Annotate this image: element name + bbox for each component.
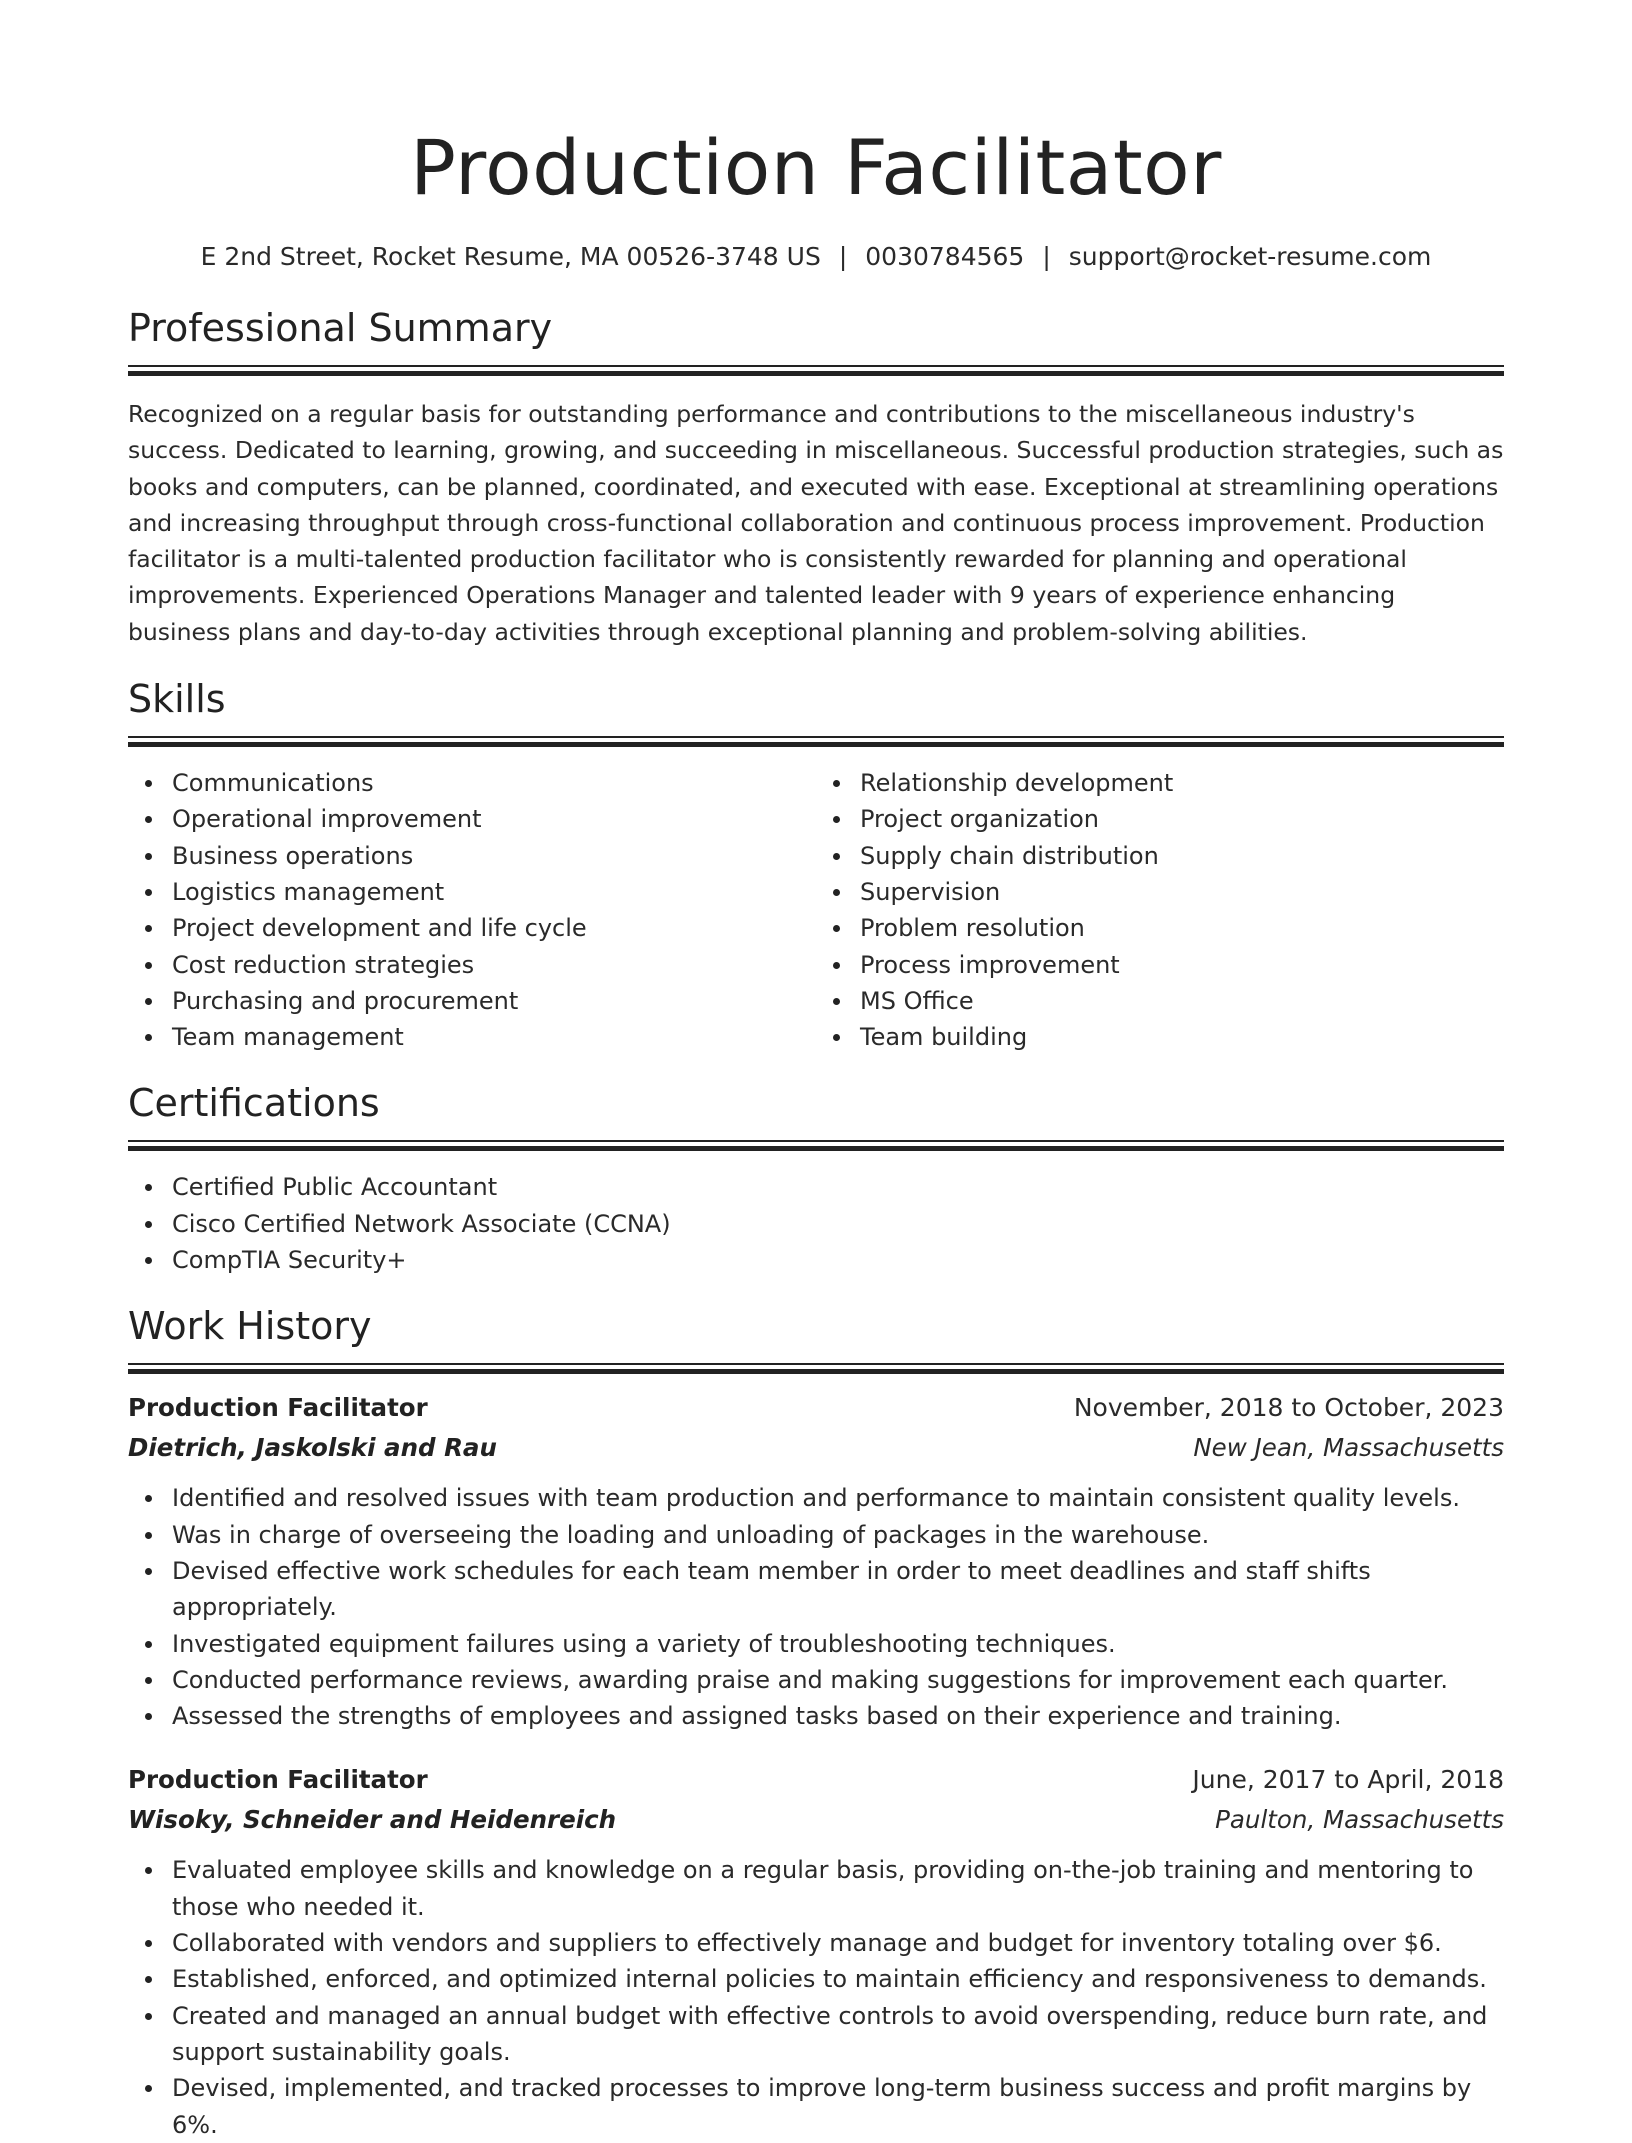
section-divider [128,1140,1504,1155]
skill-item: Process improvement [860,947,1504,983]
job-bullet: Evaluated employee skills and knowledge on a regular basis, providing on-the-job training and mentoring to those who needed it. [172,1852,1504,1925]
job-dates: June, 2017 to April, 2018 [1192,1765,1504,1795]
contact-line [128,240,1504,274]
contact-separator: | [1042,242,1051,271]
job-location: New Jean, Massachusetts [1193,1433,1504,1463]
job-bullets [128,1852,1504,2142]
certification-item: Cisco Certified Network Associate (CCNA) [172,1206,1504,1242]
work-history-heading: Work History [128,1304,372,1349]
certifications-section [128,1079,1504,1278]
job-bullet: Assessed the strengths of employees and assigned tasks based on their experience and training. [172,1698,1504,1734]
skill-item: Communications [172,765,816,801]
job-bullets [128,1480,1504,1734]
skills-section [128,675,1504,1055]
skill-item: Logistics management [172,874,816,910]
job-bullet: Conducted performance reviews, awarding praise and making suggestions for improvement each quarter. [172,1662,1504,1698]
job-dates: November, 2018 to October, 2023 [1073,1393,1504,1423]
skill-item: Problem resolution [860,910,1504,946]
section-divider [128,736,1504,751]
job-title: Production Facilitator [128,1393,428,1423]
skills-list-left [128,765,816,1055]
job-location: Paulton, Massachusetts [1215,1805,1504,1835]
certifications-list [128,1169,1504,1278]
work-history-section [128,1302,1504,2142]
job-title: Production Facilitator [128,1765,428,1795]
job-bullet: Established, enforced, and optimized internal policies to maintain efficiency and responsiveness to demands. [172,1961,1504,1997]
skill-item: Operational improvement [172,801,816,837]
skill-item: Supply chain distribution [860,838,1504,874]
skill-item: Cost reduction strategies [172,947,816,983]
job-bullet: Devised, implemented, and tracked processes to improve long-term business success and profit margins by 6%. [172,2070,1504,2143]
contact-address: E 2nd Street, Rocket Resume, MA 00526-3748 US [200,242,821,271]
skills-grid [128,765,1504,1055]
contact-separator: | [838,242,848,271]
job-entry [128,1760,1504,2142]
skill-item: Project organization [860,801,1504,837]
job-bullet: Identified and resolved issues with team production and performance to maintain consistent quality levels. [172,1480,1504,1516]
job-bullet: Devised effective work schedules for each team member in order to meet deadlines and staff shifts appropriately. [172,1553,1504,1626]
job-company: Wisoky, Schneider and Heidenreich [128,1805,617,1835]
job-bullet: Collaborated with vendors and suppliers to effectively manage and budget for inventory totaling over $6. [172,1925,1504,1961]
summary-heading: Professional Summary [128,306,553,350]
job-subheader-row [128,1800,1504,1840]
job-entry [128,1388,1504,1734]
skill-item: Relationship development [860,765,1504,801]
job-company: Dietrich, Jaskolski and Rau [128,1433,497,1463]
summary-text: Recognized on a regular basis for outstanding performance and contributions to the miscellaneous industry's success. Dedicated to learning, growing, and succeeding in miscellaneous. Successful production strategies, such as books and computers, can be planned, coordinated, and executed with ease. Exceptional at streamlining operations and increasing throughput through cross-functional collaboration and continuous process improvement. Production facilitator is a multi-talented production facilitator who is consistently rewarded for planning and operational improvements. Experienced Operations Manager and talented leader with 9 years of experience enhancing business plans and day-to-day activities through exceptional planning and problem-solving abilities. [128,400,1504,646]
certification-item: CompTIA Security+ [172,1242,1504,1278]
skill-item: MS Office [860,983,1504,1019]
certifications-heading: Certifications [128,1081,380,1126]
resume-title: Production Facilitator [410,123,1222,212]
skill-item: Project development and life cycle [172,910,816,946]
job-bullet: Created and managed an annual budget with effective controls to avoid overspending, reduce burn rate, and support sustainability goals. [172,1998,1504,2071]
section-divider [128,365,1504,380]
job-header-row [128,1760,1504,1800]
skill-item: Purchasing and procurement [172,983,816,1019]
section-divider [128,1363,1504,1378]
contact-email[interactable]: support@rocket-resume.com [1068,242,1432,271]
skills-list-right [816,765,1504,1055]
contact-phone: 0030784565 [865,242,1025,271]
skills-heading: Skills [128,677,226,722]
job-bullet: Investigated equipment failures using a variety of troubleshooting techniques. [172,1626,1504,1662]
job-subheader-row [128,1428,1504,1468]
job-bullet: Was in charge of overseeing the loading and unloading of packages in the warehouse. [172,1517,1504,1553]
skill-item: Team management [172,1019,816,1055]
skill-item: Business operations [172,838,816,874]
skill-item: Supervision [860,874,1504,910]
certification-item: Certified Public Accountant [172,1169,1504,1205]
skill-item: Team building [860,1019,1504,1055]
job-header-row [128,1388,1504,1428]
summary-section [128,304,1504,650]
